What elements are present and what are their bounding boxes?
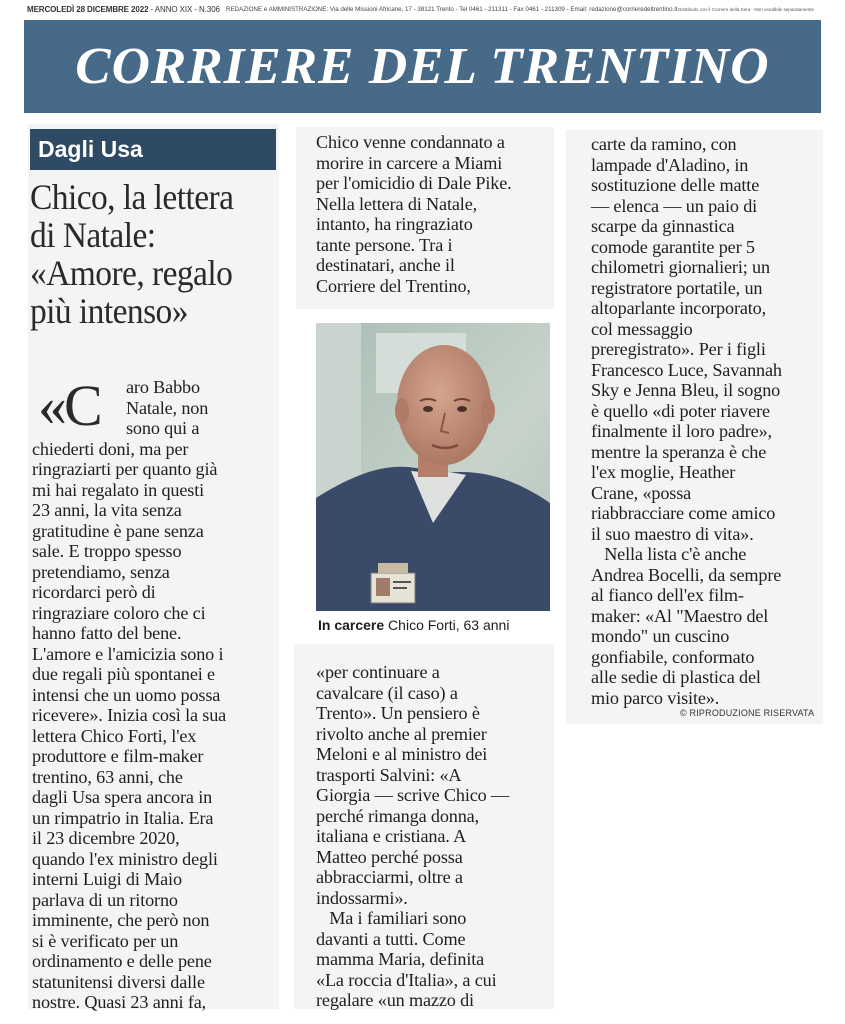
text-line: il 23 dicembre 2020, [32,828,180,848]
text-line: parlava di un ritorno [32,889,178,910]
text-line: sono qui a [126,418,200,438]
text-line: scarpe da ginnastica [591,216,735,236]
ear [395,398,409,424]
text-line: L'amore e l'amicizia sono i [32,643,224,664]
text-line: intanto, ha ringraziato [316,214,473,234]
text-line: interni Luigi di Maio [32,869,182,889]
text-line: Ma i familiari sono [316,908,467,928]
text-line: chilometri giornalieri; un [591,257,770,277]
text-line: italiana e cristiana. A [316,826,467,846]
text-line: trentino, 63 anni, che [32,766,183,787]
text-line: Giorgia — scrive Chico — [316,785,510,805]
text-line: Chico venne condannato a [316,132,505,152]
text-line: gratitudine è pane senza [32,520,204,541]
text-line: chiederti doni, ma per [32,438,189,459]
text-line: destinatari, anche il [316,255,455,275]
text-line: per l'omicidio di Dale Pike. [316,173,512,193]
text-line: pretendiamo, senza [32,561,170,582]
text-line: Matteo perché possa [316,846,463,867]
text-line: col messaggio [591,318,693,339]
text-line: due regali più spontanei e [32,664,215,684]
text-line: «per continuare a [316,662,440,682]
badge-clip [378,563,408,573]
text-line: Andrea Bocelli, da sempre [591,564,782,585]
text-line: tante persone. Tra i [316,234,453,255]
text-line: carte da ramino, con [591,134,737,154]
text-line: 23 anni, la vita senza [32,500,182,520]
text-line: statunitensi diversi dalle [32,971,205,992]
headline-line: più intenso» [30,291,188,331]
text-line: ringraziarti per quanto già [32,459,218,479]
headline-line: «Amore, regalo [30,253,233,293]
text-line: mio parco visite». [591,687,720,708]
badge-text [393,587,407,589]
text-line: l'ex moglie, Heather [591,462,736,482]
text-line: intensi che un uomo possa [32,684,221,705]
text-line: cavalcare (il caso) a [316,682,458,703]
text-line: morire in carcere a Miami [316,152,503,173]
text-line: hanno fatto del bene. [32,623,182,643]
text-line: alle sedie di plastica del [591,667,761,687]
intro-lines [126,377,208,439]
text-line: abbracciarmi, oltre a [316,867,463,887]
text-line: Nella lista c'è anche [591,544,747,564]
text-line: ordinamento e delle pene [32,951,212,971]
text-line: Meloni e al ministro dei [316,744,488,764]
text-line: mentre la speranza è che [591,441,767,462]
text-line: Corriere del Trentino, [316,275,471,296]
badge-text [393,581,411,583]
column-1-text [32,439,226,1013]
text-line: preregistrato». Per i figli [591,339,766,359]
text-line: mondo" un cuscino [591,626,730,646]
text-line: «La roccia d'Italia», a cui [316,969,497,990]
text-line: un rimpatrio in Italia. Era [32,807,214,828]
text-line: è quello «di poter riavere [591,400,770,421]
text-line: mamma Maria, definita [316,949,485,969]
text-line: registratore portatile, un [591,277,763,298]
headline-line: Chico, la lettera [30,177,234,217]
text-line: il suo maestro di vita». [591,523,754,544]
article-headline [30,178,263,330]
text-line: si è verificato per un [32,930,179,951]
text-line: Trento». Un pensiero è [316,703,480,723]
editorial-address: REDAZIONE e AMMINISTRAZIONE: Via delle Missioni Africane, 17 - 38121 Trento - Tel 0461 - 211311 - Fax 0461 - 211309 - Email: redazione@corrieredeltrentino.it [226,6,678,13]
ear [481,398,495,424]
text-line: indossarmi». [316,887,408,908]
photo-chico-forti [316,323,550,611]
text-line: quando l'ex ministro degli [32,848,218,869]
column-3-text [591,134,782,708]
text-line: perché rimanga donna, [316,805,479,826]
text-line: regalare «un mazzo di [316,990,474,1010]
text-line: trasporti Salvini: «A [316,764,462,785]
text-line: al fianco dell'ex film- [591,585,744,605]
text-line: ricordarci però di [32,582,156,602]
text-line: Sky e Jenna Bleu, il sogno [591,380,781,400]
text-line: davanti a tutti. Come [316,928,466,949]
date-line: MERCOLEDÌ 28 DICEMBRE 2022 - ANNO XIX - N.306 [27,5,220,14]
column-2-top-text [316,132,512,296]
text-line: imminente, che però non [32,910,210,930]
text-line: dagli Usa spera ancora in [32,787,213,807]
masthead-title: CORRIERE DEL TRENTINO [75,38,770,95]
text-line: lettera Chico Forti, l'ex [32,725,197,746]
text-line: — elenca — un paio di [591,195,758,216]
text-line: Nella lettera di Natale, [316,193,478,214]
text-line: altoparlante incorporato, [591,298,767,318]
eye [423,406,433,412]
text-line: sostituzione delle matte [591,175,760,195]
photo-caption: In carcere Chico Forti, 63 anni [318,617,510,633]
text-line: sale. E troppo spesso [32,541,182,561]
text-line: finalmente il loro padre», [591,421,772,441]
badge-photo [376,578,390,596]
text-line: Natale, non [126,397,209,418]
text-line: Crane, «possa [591,482,692,503]
text-line: gonfiabile, conformato [591,646,755,667]
text-line: Francesco Luce, Savannah [591,359,782,380]
text-line: ringraziare coloro che ci [32,602,206,623]
text-line: produttore e film-maker [32,746,204,766]
text-line: maker: «Al "Maestro del [591,605,769,626]
distribution-note: Distribuito con il Corriere della Sera - Non vendibile separatamente [678,7,815,12]
eye [457,406,467,412]
kicker-label: Dagli Usa [30,129,276,170]
text-line: nostre. Quasi 23 anni fa, [32,992,207,1012]
copyright-notice: © RIPRODUZIONE RISERVATA [680,708,815,718]
text-line: ricevere». Inizia così la sua [32,705,227,725]
text-line: rivolto anche al premier [316,723,487,744]
text-line: riabbracciare come amico [591,503,776,523]
column-2-bottom-text [316,662,509,1011]
masthead [24,20,821,113]
headline-line: di Natale: [30,215,156,255]
text-line: lampade d'Aladino, in [591,154,749,175]
text-line: aro Babbo [126,377,200,397]
drop-cap: «C [38,373,100,438]
text-line: mi hai regalato in questi [32,479,205,500]
text-line: comode garantite per 5 [591,236,755,257]
